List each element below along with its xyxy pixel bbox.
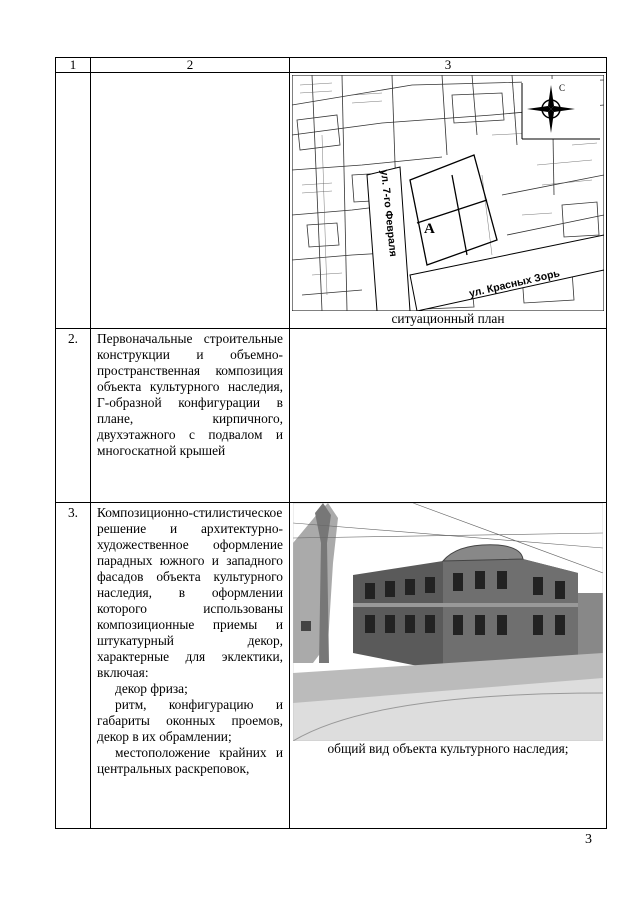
- document-table: [55, 57, 607, 829]
- row3-image-cell: [290, 503, 607, 829]
- table-header-row: [56, 58, 607, 73]
- street-label-7-fevralya: ул. 7-го Февраля: [378, 169, 400, 258]
- row3-item-frieze: декор фриза;: [115, 681, 188, 696]
- row3-number: 3.: [56, 503, 91, 829]
- street-label-krasnykh-zor: ул. Красных Зорь: [467, 267, 561, 300]
- row2-description: Первоначальные строительные конструкции и объемно-пространственная композиция объекта культурного наследия, Г-образной конфигурации в плане, кирпичного, двухэтажного с подвалом и многоскатной крышей: [97, 331, 283, 458]
- row1-number-cell: [56, 73, 91, 329]
- row3-text: [91, 503, 290, 829]
- row1-text-cell: [91, 73, 290, 329]
- table-row: [56, 503, 607, 829]
- table-row: [56, 329, 607, 503]
- page-number: 3: [585, 832, 592, 847]
- building-photo-caption: общий вид объекта культурного наследия;: [327, 741, 569, 756]
- row2-number: 2.: [56, 329, 91, 503]
- header-col-1: 1: [56, 58, 91, 73]
- header-col-2: 2: [91, 58, 290, 73]
- header-col-3: 3: [290, 58, 607, 73]
- building-photo: [293, 503, 603, 741]
- row3-item-projections: местоположение крайних и центральных раскреповок,: [97, 745, 283, 776]
- row2-empty-cell: [290, 329, 607, 503]
- marker-a: А: [424, 221, 435, 237]
- situation-plan-map: [292, 75, 604, 311]
- row3-item-windows: ритм, конфигурацию и габариты оконных проемов, декор в их обрамлении;: [97, 697, 283, 744]
- row2-text: [91, 329, 290, 503]
- situation-plan-caption: ситуационный план: [391, 311, 505, 326]
- compass-rose-icon: [522, 79, 600, 139]
- table-row: [56, 73, 607, 329]
- north-label: С: [559, 83, 566, 93]
- row1-image-cell: [290, 73, 607, 329]
- row3-intro: Композиционно-стилистическое решение и архитектурно-художественное оформление парадных южного и западного фасадов объекта культурного наследия, в оформлении которого использованы композиционные приемы и штукатурный декор, характерные для эклектики, включая:: [97, 505, 283, 680]
